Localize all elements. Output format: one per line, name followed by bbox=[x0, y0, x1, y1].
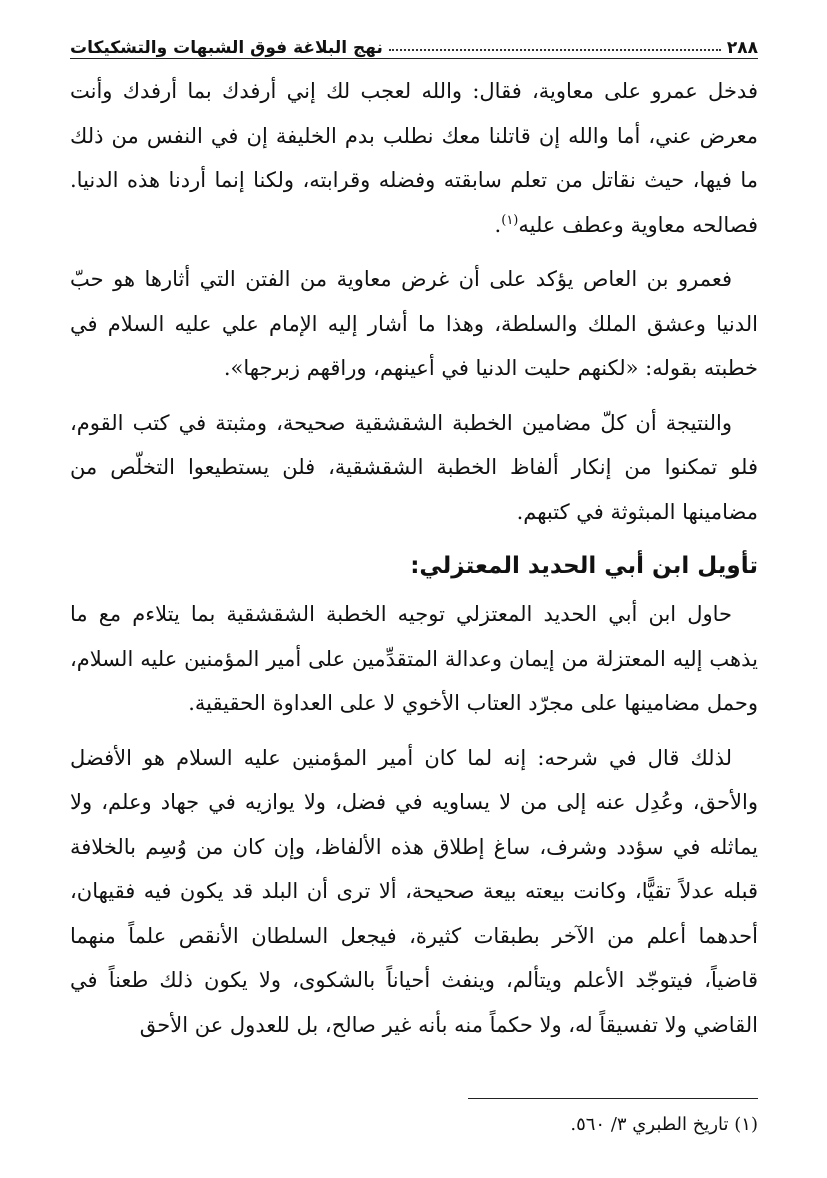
footnote-marker[interactable]: (١) bbox=[501, 212, 519, 228]
running-header bbox=[70, 28, 758, 59]
page-number: ٢٨٨ bbox=[726, 38, 758, 58]
footnote: (١) تاريخ الطبري ٣/ ٥٦٠. bbox=[570, 1114, 758, 1135]
footnote-separator bbox=[468, 1098, 758, 1099]
paragraph-1-end: . bbox=[494, 212, 502, 237]
header-dot-leader bbox=[389, 49, 721, 51]
section-heading: تأويل ابن أبي الحديد المعتزلي: bbox=[410, 553, 758, 579]
paragraph-1 bbox=[70, 69, 758, 247]
paragraph-5: لذلك قال في شرحه: إنه لما كان أمير المؤمنين عليه السلام هو الأفضل والأحق، وعُدِل عنه إلى من لا يساويه في فضل، ولا يوازيه في جهاد وعلم، ولا يماثله في سؤدد وشرف، ساغ إطلاق هذه الألفاظ، وإن كان من وُسِم بالخلافة قبله عدلاً تقيًّا، وكانت بيعته بيعة صحيحة، ألا ترى أن البلد قد يكون فيه فقيهان، أحدهما أعلم من الآخر بطبقات كثيرة، فيجعل السلطان الأنقص علماً منهما قاضياً، فيتوجّد الأعلم ويتألم، وينفث أحياناً بالشكوى، ولا يكون ذلك طعناً في القاضي ولا تفسيقاً له، ولا حكماً منه بأنه غير صالح، بل للعدول عن الأحق bbox=[70, 745, 758, 1037]
paragraph-3: والنتيجة أن كلّ مضامين الخطبة الشقشقية صحيحة، ومثبتة في كتب القوم، فلو تمكنوا من إنكار ألفاظ الخطبة الشقشقية، فلن يستطيعوا التخلّص من مضامينها المبثوثة في كتبهم. bbox=[70, 410, 758, 524]
body-text bbox=[70, 69, 758, 1047]
running-title: نهج البلاغة فوق الشبهات والتشكيكات bbox=[70, 38, 383, 58]
paragraph-4: حاول ابن أبي الحديد المعتزلي توجيه الخطبة الشقشقية بما يتلاءم مع ما يذهب إليه المعتزلة من إيمان وعدالة المتقدِّمين على أمير المؤمنين عليه السلام، وحمل مضامينها على مجرّد العتاب الأخوي لا على العداوة الحقيقية. bbox=[70, 602, 758, 715]
document-page bbox=[70, 28, 758, 1158]
paragraph-2: فعمرو بن العاص يؤكد على أن غرض معاوية من الفتن التي أثارها هو حبّ الدنيا وعشق الملك والسلطة، وهذا ما أشار إليه الإمام علي عليه السلام في خطبته بقوله: «لكنهم حليت الدنيا في أعينهم، وراقهم زبرجها». bbox=[70, 267, 758, 380]
paragraph-1-text: فدخل عمرو على معاوية، فقال: والله لعجب لك إني أرفدك بما أرفدك وأنت معرض عني، أما والله إن قاتلنا معك نطلب بدم الخليفة إن في النفس من ذلك ما فيها، حيث نقاتل من تعلم سابقته وفضله وقرابته، ولكنا إنما أردنا هذه الدنيا. فصالحه معاوية وعطف عليه bbox=[70, 79, 758, 237]
